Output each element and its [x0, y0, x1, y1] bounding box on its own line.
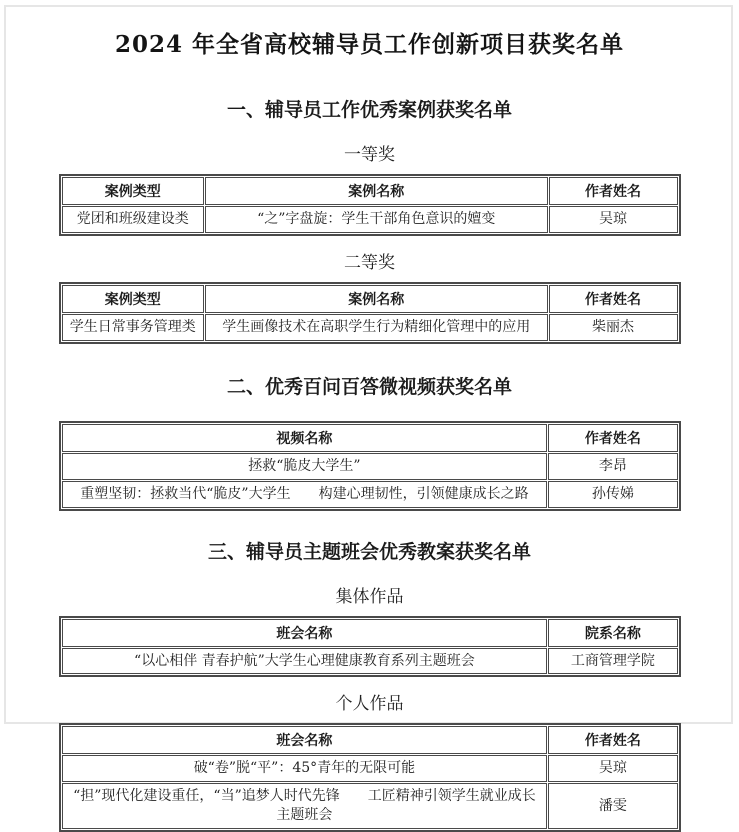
cell-author-name: 李昂 [548, 453, 677, 480]
column-header-author-name: 作者姓名 [549, 177, 678, 205]
cell-author-name: 孙传娣 [548, 481, 677, 508]
cell-class-meeting-name: “担”现代化建设重任，“当”追梦人时代先锋 工匠精神引领学生就业成长主题班会 [62, 783, 548, 829]
document-title: 2024 年全省高校辅导员工作创新项目获奖名单 [114, 31, 625, 58]
table-header-row [62, 424, 678, 452]
table-header-row [62, 177, 678, 205]
section-3-heading: 三、辅导员主题班会优秀教案获奖名单 [207, 540, 531, 563]
table-row [62, 453, 678, 480]
first-prize-table [59, 174, 681, 236]
column-header-class-meeting-name: 班会名称 [62, 619, 548, 647]
table-row [62, 783, 678, 829]
video-award-table [59, 421, 681, 511]
second-prize-table [59, 282, 681, 344]
column-header-class-meeting-name: 班会名称 [62, 726, 548, 754]
collective-works-table [59, 616, 681, 678]
cell-case-name: “之”字盘旋：学生干部角色意识的嬗变 [205, 206, 548, 233]
individual-works-table [59, 723, 681, 832]
cell-author-name: 柴丽杰 [549, 314, 678, 341]
column-header-author-name: 作者姓名 [548, 424, 677, 452]
section-1-heading: 一、辅导员工作优秀案例获奖名单 [226, 99, 512, 121]
cell-case-name: 学生画像技术在高职学生行为精细化管理中的应用 [205, 314, 548, 341]
column-header-video-name: 视频名称 [62, 424, 548, 452]
table-row [62, 648, 678, 675]
collective-works-subheading: 集体作品 [335, 586, 404, 607]
section-2-heading: 二、优秀百问百答微视频获奖名单 [226, 375, 512, 398]
cell-department-name: 工商管理学院 [548, 648, 677, 675]
column-header-case-name: 案例名称 [205, 285, 548, 313]
cell-case-type: 党团和班级建设类 [62, 206, 204, 233]
column-header-case-type: 案例类型 [62, 285, 204, 313]
cell-class-meeting-name: 破“卷”脱“平”：45°青年的无限可能 [62, 755, 548, 782]
cell-video-name: 拯救“脆皮大学生” [62, 453, 548, 480]
column-header-department-name: 院系名称 [548, 619, 677, 647]
column-header-case-type: 案例类型 [62, 177, 204, 205]
column-header-author-name: 作者姓名 [548, 726, 677, 754]
cell-author-name: 吴琼 [548, 755, 677, 782]
cell-class-meeting-name: “以心相伴 青春护航”大学生心理健康教育系列主题班会 [62, 648, 548, 675]
table-row [62, 314, 678, 341]
table-row [62, 481, 678, 508]
cell-case-type: 学生日常事务管理类 [62, 314, 204, 341]
table-row [62, 755, 678, 782]
column-header-case-name: 案例名称 [205, 177, 548, 205]
table-header-row [62, 285, 678, 313]
column-header-author-name: 作者姓名 [549, 285, 678, 313]
cell-video-name: 重塑坚韧：拯救当代“脆皮”大学生 构建心理韧性，引领健康成长之路 [62, 481, 548, 508]
individual-works-subheading: 个人作品 [335, 694, 404, 715]
table-row [62, 206, 678, 233]
cell-author-name: 潘雯 [548, 783, 677, 829]
second-prize-subheading: 二等奖 [344, 252, 395, 273]
cell-author-name: 吴琼 [549, 206, 678, 233]
first-prize-subheading: 一等奖 [344, 145, 395, 165]
table-header-row [62, 619, 678, 647]
